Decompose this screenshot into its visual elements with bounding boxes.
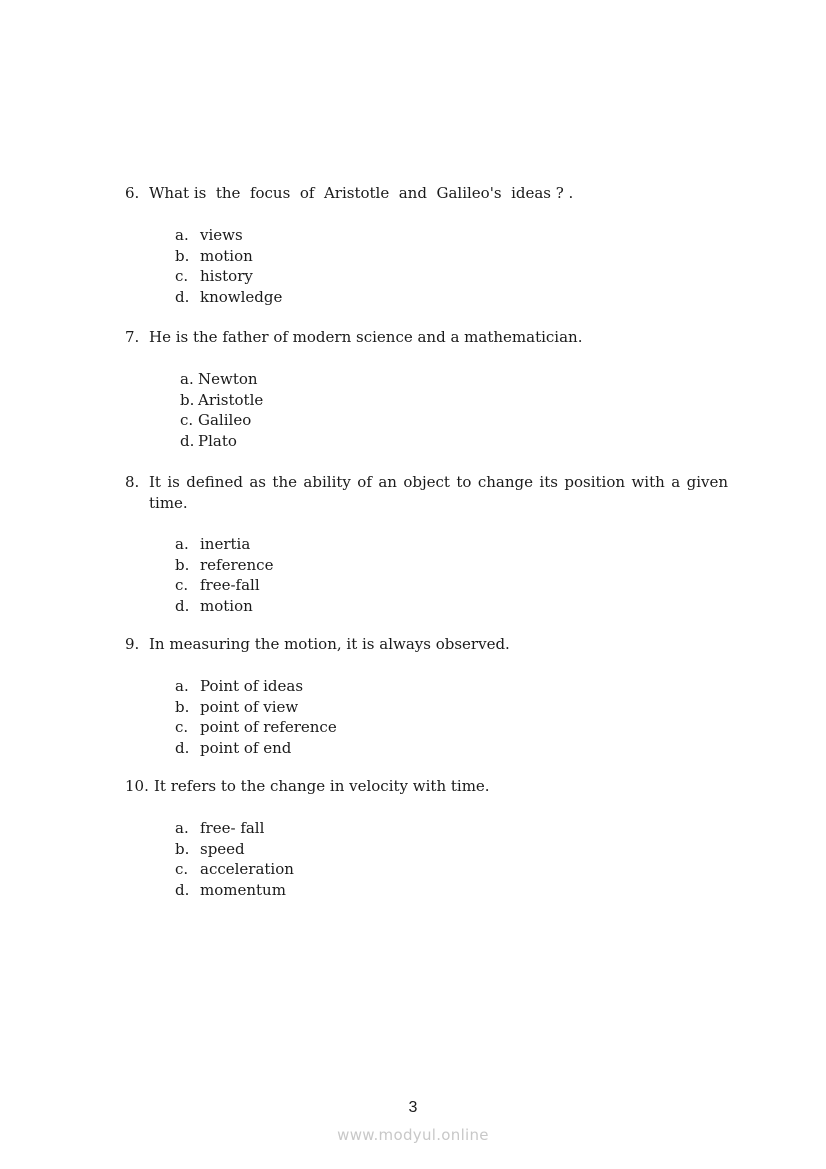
option-letter: a. bbox=[175, 819, 189, 837]
option-item bbox=[175, 880, 294, 901]
options-7 bbox=[180, 369, 263, 452]
question-number: 10. bbox=[125, 777, 149, 795]
option-text: views bbox=[200, 226, 243, 244]
option-letter: d. bbox=[175, 881, 190, 900]
question-number: 6. bbox=[125, 184, 140, 202]
option-item bbox=[175, 818, 294, 839]
option-item bbox=[175, 717, 337, 738]
option-item bbox=[175, 697, 337, 718]
page-number: 3 bbox=[408, 1099, 418, 1116]
options-8 bbox=[175, 534, 273, 617]
option-letter: a. bbox=[175, 677, 189, 695]
option-letter: c. bbox=[175, 576, 189, 595]
question-8 bbox=[125, 472, 728, 514]
option-text: Point of ideas bbox=[200, 677, 304, 695]
option-text: history bbox=[200, 267, 253, 286]
option-text: point of end bbox=[200, 739, 292, 758]
option-letter: a. bbox=[180, 370, 194, 388]
option-item bbox=[180, 410, 263, 431]
option-text: point of reference bbox=[200, 718, 337, 737]
option-text: Newton bbox=[198, 370, 258, 388]
option-text: speed bbox=[200, 839, 245, 858]
option-item bbox=[175, 738, 337, 759]
option-letter: d. bbox=[175, 288, 190, 307]
option-letter: b. bbox=[175, 555, 190, 574]
option-item bbox=[180, 390, 263, 411]
option-item bbox=[175, 534, 273, 555]
option-item bbox=[175, 225, 282, 246]
option-letter: d. bbox=[180, 432, 195, 451]
option-item bbox=[175, 859, 294, 880]
option-text: free-fall bbox=[200, 576, 260, 595]
options-6 bbox=[175, 225, 282, 308]
option-item bbox=[175, 266, 282, 287]
watermark: www.modyul.online bbox=[337, 1126, 489, 1144]
options-9 bbox=[175, 676, 337, 759]
option-letter: c. bbox=[180, 411, 194, 430]
question-text: It refers to the change in velocity with time. bbox=[154, 777, 490, 795]
question-number: 8. bbox=[125, 473, 140, 491]
option-item bbox=[175, 596, 273, 617]
option-letter: d. bbox=[175, 597, 190, 616]
option-item bbox=[180, 431, 263, 452]
question-9 bbox=[125, 634, 728, 655]
question-text: It is defined as the ability of an object to change its position with a given time. bbox=[149, 473, 728, 512]
option-text: motion bbox=[200, 246, 253, 265]
option-item bbox=[175, 839, 294, 860]
option-text: momentum bbox=[200, 881, 286, 900]
question-10 bbox=[125, 776, 728, 797]
option-letter: a. bbox=[175, 535, 189, 553]
option-text: knowledge bbox=[200, 288, 283, 307]
option-item bbox=[175, 575, 273, 596]
question-text: He is the father of modern science and a mathematician. bbox=[149, 328, 583, 346]
question-number: 7. bbox=[125, 328, 140, 346]
option-item bbox=[175, 246, 282, 267]
option-text: free- fall bbox=[200, 819, 265, 837]
option-text: motion bbox=[200, 597, 253, 616]
question-number: 9. bbox=[125, 635, 140, 653]
option-item bbox=[175, 287, 282, 308]
option-letter: b. bbox=[175, 839, 190, 858]
question-text: What is the focus of Aristotle and Galileo's ideas ? . bbox=[149, 184, 574, 202]
option-letter: d. bbox=[175, 739, 190, 758]
option-text: Aristotle bbox=[198, 390, 264, 409]
option-text: point of view bbox=[200, 697, 299, 716]
option-text: inertia bbox=[200, 535, 251, 553]
question-7 bbox=[125, 327, 728, 348]
option-text: Plato bbox=[198, 432, 237, 451]
option-letter: b. bbox=[175, 246, 190, 265]
option-letter: b. bbox=[180, 390, 195, 409]
options-10 bbox=[175, 818, 294, 901]
option-item bbox=[175, 676, 337, 697]
option-item bbox=[180, 369, 263, 390]
option-letter: c. bbox=[175, 267, 189, 286]
question-6 bbox=[125, 183, 728, 204]
option-item bbox=[175, 555, 273, 576]
option-text: Galileo bbox=[198, 411, 252, 430]
option-letter: a. bbox=[175, 226, 189, 244]
option-text: acceleration bbox=[200, 860, 294, 879]
question-text: In measuring the motion, it is always observed. bbox=[149, 635, 510, 653]
option-text: reference bbox=[200, 555, 274, 574]
option-letter: c. bbox=[175, 860, 189, 879]
option-letter: b. bbox=[175, 697, 190, 716]
option-letter: c. bbox=[175, 718, 189, 737]
